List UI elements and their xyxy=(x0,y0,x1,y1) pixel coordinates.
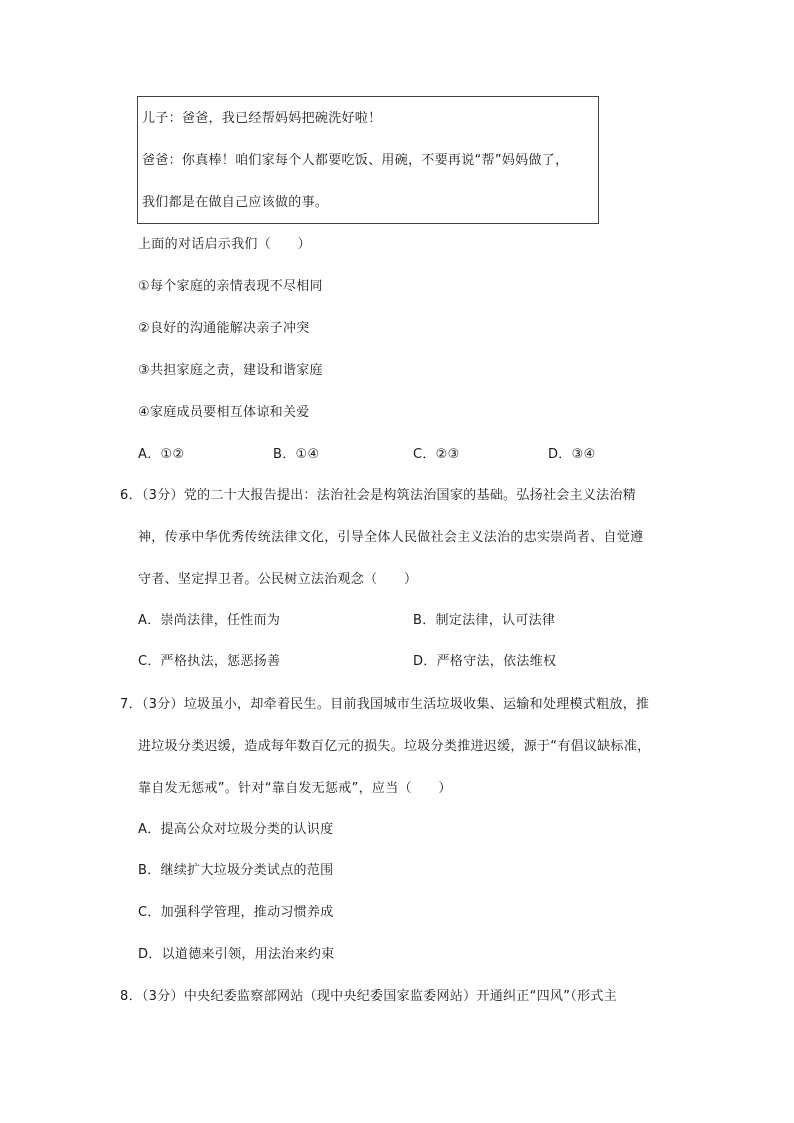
q5-option-d: D．③④ xyxy=(548,447,596,462)
q7-option-c: C．加强科学管理，推动习惯养成 xyxy=(138,905,334,920)
q6-option-a: A．崇尚法律，任性而为 xyxy=(138,613,281,628)
q6-option-d: D．严格守法，依法维权 xyxy=(413,654,557,669)
q7-option-b: B．继续扩大垃圾分类试点的范围 xyxy=(138,863,334,878)
q6-option-b: B．制定法律，认可法律 xyxy=(413,613,556,628)
q5-item-3: ③共担家庭之责，建设和谐家庭 xyxy=(138,363,323,378)
q5-option-c: C．②③ xyxy=(413,447,460,462)
dialog-line-father-cont: 我们都是在做自己应该做的事。 xyxy=(142,195,329,210)
dialog-line-father: 爸爸：你真棒！咱们家每个人都要吃饭、用碗，不要再说“帮”妈妈做了， xyxy=(142,153,569,168)
q5-stem: 上面的对话启示我们（ ） xyxy=(138,237,311,252)
q5-item-2: ②良好的沟通能解决亲子冲突 xyxy=(138,321,310,336)
q7-stem-line-1: 7．（3分）垃圾虽小，却牵着民生。目前我国城市生活垃圾收集、运输和处理模式粗放，推 xyxy=(120,697,650,712)
q5-option-b: B．①④ xyxy=(273,447,320,462)
q7-stem-line-3: 靠自发无惩戒”。针对“靠自发无惩戒”，应当（ ） xyxy=(138,781,452,796)
q7-stem-line-2: 进垃圾分类迟缓，造成每年数百亿元的损失。垃圾分类推进迟缓，源于“有倡议缺标准， xyxy=(138,739,651,754)
q7-option-a: A．提高公众对垃圾分类的认识度 xyxy=(138,822,334,837)
q5-item-4: ④家庭成员要相互体谅和关爱 xyxy=(138,405,310,420)
q8-stem-line-1: 8．（3分）中央纪委监察部网站（现中央纪委国家监委网站）开通纠正“四风”（形式主 xyxy=(120,989,618,1004)
q6-stem-line-3: 守者、坚定捍卫者。公民树立法治观念（ ） xyxy=(138,572,418,587)
q6-option-c: C．严格执法，惩恶扬善 xyxy=(138,654,281,669)
q7-option-d: D．以道德来引领，用法治来约束 xyxy=(138,947,335,962)
dialog-line-son: 儿子：爸爸，我已经帮妈妈把碗洗好啦！ xyxy=(142,111,382,126)
q6-stem-line-1: 6．（3分）党的二十大报告提出：法治社会是构筑法治国家的基础。弘扬社会主义法治精 xyxy=(120,488,637,503)
q6-stem-line-2: 神，传承中华优秀传统法律文化，引导全体人民做社会主义法治的忠实崇尚者、自觉遵 xyxy=(138,530,644,545)
q5-item-1: ①每个家庭的亲情表现不尽相同 xyxy=(138,279,323,294)
q5-option-a: A．①② xyxy=(138,447,185,462)
